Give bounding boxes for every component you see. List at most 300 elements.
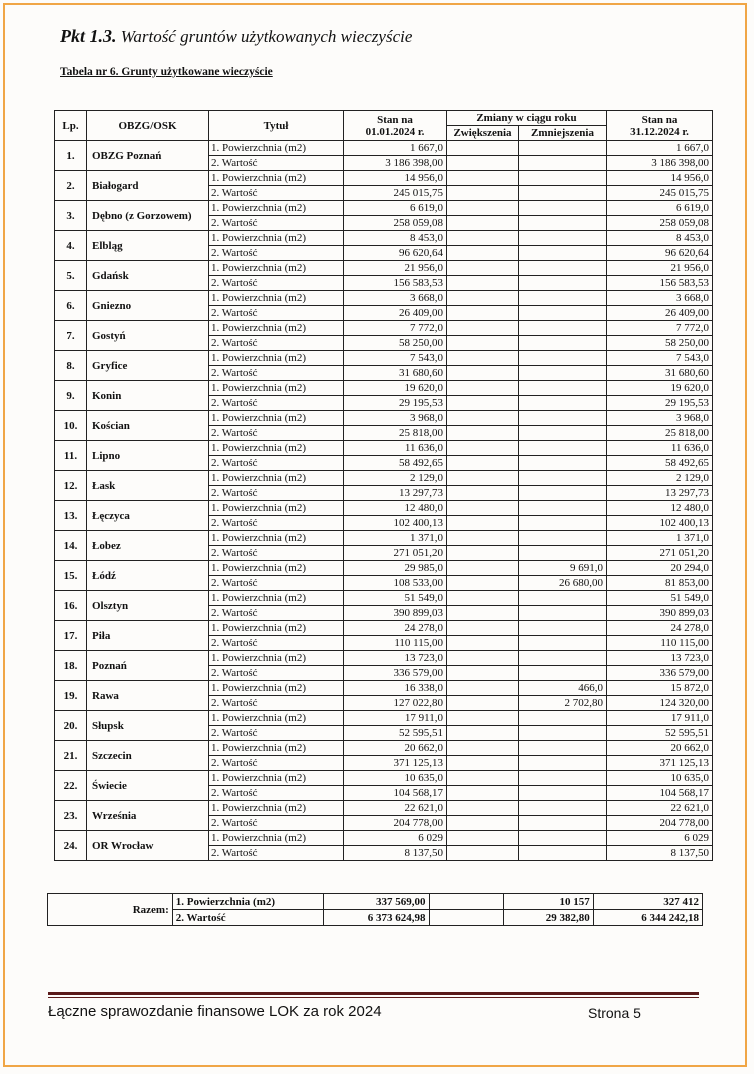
totals-value-decrease: 29 382,80 bbox=[504, 910, 593, 926]
row-title-area: 1. Powierzchnia (m2) bbox=[209, 621, 344, 636]
row-number: 2. bbox=[55, 171, 87, 201]
table-row bbox=[55, 321, 713, 336]
row-title-value: 2. Wartość bbox=[209, 396, 344, 411]
value-start: 25 818,00 bbox=[344, 426, 447, 441]
header-changes: Zmiany w ciągu roku bbox=[447, 111, 607, 126]
unit-name: Dębno (z Gorzowem) bbox=[87, 201, 209, 231]
table-row bbox=[55, 621, 713, 636]
row-title-value: 2. Wartość bbox=[209, 756, 344, 771]
area-end: 8 453,0 bbox=[607, 231, 713, 246]
value-start: 58 250,00 bbox=[344, 336, 447, 351]
row-title-value: 2. Wartość bbox=[209, 516, 344, 531]
value-end: 271 051,20 bbox=[607, 546, 713, 561]
row-title-value: 2. Wartość bbox=[209, 366, 344, 381]
row-title-value: 2. Wartość bbox=[209, 666, 344, 681]
value-end: 336 579,00 bbox=[607, 666, 713, 681]
table-caption: Tabela nr 6. Grunty użytkowane wieczyście bbox=[60, 66, 273, 78]
value-end: 156 583,53 bbox=[607, 276, 713, 291]
row-number: 5. bbox=[55, 261, 87, 291]
area-end: 1 371,0 bbox=[607, 531, 713, 546]
row-number: 20. bbox=[55, 711, 87, 741]
unit-name: Świecie bbox=[87, 771, 209, 801]
table-row bbox=[55, 711, 713, 726]
value-increase bbox=[447, 246, 519, 261]
header-title: Tytuł bbox=[209, 111, 344, 141]
row-title-area: 1. Powierzchnia (m2) bbox=[209, 231, 344, 246]
row-title-value: 2. Wartość bbox=[209, 546, 344, 561]
value-start: 110 115,00 bbox=[344, 636, 447, 651]
value-start: 258 059,08 bbox=[344, 216, 447, 231]
area-end: 7 543,0 bbox=[607, 351, 713, 366]
value-end: 245 015,75 bbox=[607, 186, 713, 201]
area-start: 16 338,0 bbox=[344, 681, 447, 696]
footer-rule-thin bbox=[48, 997, 699, 998]
area-decrease: 9 691,0 bbox=[519, 561, 607, 576]
header-start-line1: Stan na bbox=[377, 113, 413, 126]
page-number: Strona 5 bbox=[588, 1005, 641, 1021]
area-end: 6 619,0 bbox=[607, 201, 713, 216]
unit-name: Gryfice bbox=[87, 351, 209, 381]
header-start bbox=[344, 111, 447, 141]
footer-rule bbox=[48, 992, 699, 995]
row-title-area: 1. Powierzchnia (m2) bbox=[209, 711, 344, 726]
row-title-area: 1. Powierzchnia (m2) bbox=[209, 261, 344, 276]
value-increase bbox=[447, 186, 519, 201]
value-start: 3 186 398,00 bbox=[344, 156, 447, 171]
area-end: 11 636,0 bbox=[607, 441, 713, 456]
unit-name: Piła bbox=[87, 621, 209, 651]
unit-name: Białogard bbox=[87, 171, 209, 201]
area-decrease bbox=[519, 651, 607, 666]
area-increase bbox=[447, 231, 519, 246]
row-title-value: 2. Wartość bbox=[209, 426, 344, 441]
section-number: Pkt 1.3. bbox=[60, 26, 117, 46]
value-end: 31 680,60 bbox=[607, 366, 713, 381]
area-decrease bbox=[519, 291, 607, 306]
value-end: 110 115,00 bbox=[607, 636, 713, 651]
table-row bbox=[55, 141, 713, 156]
value-end: 13 297,73 bbox=[607, 486, 713, 501]
unit-name: Gostyń bbox=[87, 321, 209, 351]
row-title-value: 2. Wartość bbox=[209, 696, 344, 711]
area-start: 10 635,0 bbox=[344, 771, 447, 786]
row-title-area: 1. Powierzchnia (m2) bbox=[209, 321, 344, 336]
area-increase bbox=[447, 561, 519, 576]
value-start: 156 583,53 bbox=[344, 276, 447, 291]
unit-name: Łódź bbox=[87, 561, 209, 591]
area-decrease bbox=[519, 171, 607, 186]
table-row bbox=[55, 531, 713, 546]
row-title-value: 2. Wartość bbox=[209, 186, 344, 201]
value-start: 390 899,03 bbox=[344, 606, 447, 621]
section-heading bbox=[60, 26, 412, 47]
area-increase bbox=[447, 441, 519, 456]
unit-name: OR Wrocław bbox=[87, 831, 209, 861]
area-decrease bbox=[519, 591, 607, 606]
row-title-area: 1. Powierzchnia (m2) bbox=[209, 291, 344, 306]
area-start: 12 480,0 bbox=[344, 501, 447, 516]
row-title-value: 2. Wartość bbox=[209, 786, 344, 801]
row-number: 13. bbox=[55, 501, 87, 531]
totals-table bbox=[47, 893, 703, 926]
value-start: 52 595,51 bbox=[344, 726, 447, 741]
area-decrease bbox=[519, 201, 607, 216]
table-row bbox=[55, 291, 713, 306]
value-end: 58 492,65 bbox=[607, 456, 713, 471]
area-start: 6 029 bbox=[344, 831, 447, 846]
table-row bbox=[55, 561, 713, 576]
value-start: 204 778,00 bbox=[344, 816, 447, 831]
unit-name: Szczecin bbox=[87, 741, 209, 771]
area-start: 19 620,0 bbox=[344, 381, 447, 396]
value-increase bbox=[447, 816, 519, 831]
area-decrease bbox=[519, 711, 607, 726]
value-end: 29 195,53 bbox=[607, 396, 713, 411]
area-end: 15 872,0 bbox=[607, 681, 713, 696]
area-decrease bbox=[519, 741, 607, 756]
row-title-area: 1. Powierzchnia (m2) bbox=[209, 381, 344, 396]
area-start: 11 636,0 bbox=[344, 441, 447, 456]
unit-name: Gniezno bbox=[87, 291, 209, 321]
area-decrease bbox=[519, 411, 607, 426]
area-increase bbox=[447, 411, 519, 426]
value-end: 81 853,00 bbox=[607, 576, 713, 591]
totals-area-decrease: 10 157 bbox=[504, 894, 593, 910]
value-decrease bbox=[519, 606, 607, 621]
row-number: 4. bbox=[55, 231, 87, 261]
area-end: 3 668,0 bbox=[607, 291, 713, 306]
row-title-area: 1. Powierzchnia (m2) bbox=[209, 201, 344, 216]
value-end: 371 125,13 bbox=[607, 756, 713, 771]
value-start: 31 680,60 bbox=[344, 366, 447, 381]
row-number: 16. bbox=[55, 591, 87, 621]
area-increase bbox=[447, 711, 519, 726]
area-start: 24 278,0 bbox=[344, 621, 447, 636]
row-title-area: 1. Powierzchnia (m2) bbox=[209, 471, 344, 486]
value-start: 8 137,50 bbox=[344, 846, 447, 861]
totals-label: Razem: bbox=[48, 894, 173, 926]
value-increase bbox=[447, 276, 519, 291]
area-increase bbox=[447, 651, 519, 666]
value-increase bbox=[447, 666, 519, 681]
value-start: 371 125,13 bbox=[344, 756, 447, 771]
header-increase: Zwiększenia bbox=[447, 126, 519, 141]
table-row bbox=[55, 681, 713, 696]
row-number: 14. bbox=[55, 531, 87, 561]
value-start: 108 533,00 bbox=[344, 576, 447, 591]
area-increase bbox=[447, 831, 519, 846]
area-start: 3 968,0 bbox=[344, 411, 447, 426]
value-increase bbox=[447, 606, 519, 621]
area-decrease bbox=[519, 141, 607, 156]
table-row bbox=[55, 651, 713, 666]
table-row bbox=[55, 471, 713, 486]
row-number: 21. bbox=[55, 741, 87, 771]
row-title-value: 2. Wartość bbox=[209, 726, 344, 741]
value-decrease bbox=[519, 276, 607, 291]
area-start: 17 911,0 bbox=[344, 711, 447, 726]
table-row bbox=[55, 771, 713, 786]
value-end: 8 137,50 bbox=[607, 846, 713, 861]
value-start: 245 015,75 bbox=[344, 186, 447, 201]
unit-name: Lipno bbox=[87, 441, 209, 471]
area-end: 3 968,0 bbox=[607, 411, 713, 426]
area-increase bbox=[447, 531, 519, 546]
area-increase bbox=[447, 141, 519, 156]
row-title-area: 1. Powierzchnia (m2) bbox=[209, 441, 344, 456]
totals-value-start: 6 373 624,98 bbox=[323, 910, 429, 926]
row-title-value: 2. Wartość bbox=[209, 156, 344, 171]
value-end: 52 595,51 bbox=[607, 726, 713, 741]
unit-name: OBZG Poznań bbox=[87, 141, 209, 171]
area-end: 7 772,0 bbox=[607, 321, 713, 336]
header-end bbox=[607, 111, 713, 141]
row-number: 24. bbox=[55, 831, 87, 861]
row-title-value: 2. Wartość bbox=[209, 576, 344, 591]
totals-area-start: 337 569,00 bbox=[323, 894, 429, 910]
row-title-value: 2. Wartość bbox=[209, 486, 344, 501]
area-decrease bbox=[519, 471, 607, 486]
value-decrease bbox=[519, 816, 607, 831]
header-decrease: Zmniejszenia bbox=[519, 126, 607, 141]
totals-value-end: 6 344 242,18 bbox=[593, 910, 702, 926]
unit-name: Gdańsk bbox=[87, 261, 209, 291]
value-end: 258 059,08 bbox=[607, 216, 713, 231]
area-start: 7 772,0 bbox=[344, 321, 447, 336]
value-end: 3 186 398,00 bbox=[607, 156, 713, 171]
row-title-area: 1. Powierzchnia (m2) bbox=[209, 681, 344, 696]
row-title-value: 2. Wartość bbox=[209, 336, 344, 351]
area-decrease bbox=[519, 381, 607, 396]
row-title-area: 1. Powierzchnia (m2) bbox=[209, 801, 344, 816]
value-decrease bbox=[519, 786, 607, 801]
area-decrease bbox=[519, 801, 607, 816]
totals-value-title: 2. Wartość bbox=[172, 910, 323, 926]
value-decrease bbox=[519, 486, 607, 501]
area-end: 20 294,0 bbox=[607, 561, 713, 576]
value-end: 390 899,03 bbox=[607, 606, 713, 621]
value-decrease bbox=[519, 186, 607, 201]
area-end: 10 635,0 bbox=[607, 771, 713, 786]
value-start: 102 400,13 bbox=[344, 516, 447, 531]
row-number: 23. bbox=[55, 801, 87, 831]
header-end-line2: 31.12.2024 r. bbox=[630, 125, 689, 138]
row-number: 8. bbox=[55, 351, 87, 381]
header-unit: OBZG/OSK bbox=[87, 111, 209, 141]
area-decrease bbox=[519, 771, 607, 786]
area-decrease: 466,0 bbox=[519, 681, 607, 696]
area-decrease bbox=[519, 441, 607, 456]
value-increase bbox=[447, 726, 519, 741]
row-title-value: 2. Wartość bbox=[209, 846, 344, 861]
area-increase bbox=[447, 591, 519, 606]
row-title-value: 2. Wartość bbox=[209, 306, 344, 321]
value-start: 58 492,65 bbox=[344, 456, 447, 471]
value-start: 127 022,80 bbox=[344, 696, 447, 711]
area-start: 21 956,0 bbox=[344, 261, 447, 276]
row-number: 11. bbox=[55, 441, 87, 471]
value-decrease bbox=[519, 636, 607, 651]
row-title-value: 2. Wartość bbox=[209, 636, 344, 651]
unit-name: Elbląg bbox=[87, 231, 209, 261]
table-row bbox=[55, 411, 713, 426]
value-start: 26 409,00 bbox=[344, 306, 447, 321]
value-increase bbox=[447, 336, 519, 351]
row-number: 3. bbox=[55, 201, 87, 231]
row-title-value: 2. Wartość bbox=[209, 816, 344, 831]
area-increase bbox=[447, 471, 519, 486]
area-decrease bbox=[519, 831, 607, 846]
area-increase bbox=[447, 201, 519, 216]
value-increase bbox=[447, 516, 519, 531]
row-number: 1. bbox=[55, 141, 87, 171]
unit-name: Olsztyn bbox=[87, 591, 209, 621]
value-increase bbox=[447, 486, 519, 501]
row-title-area: 1. Powierzchnia (m2) bbox=[209, 171, 344, 186]
area-start: 1 667,0 bbox=[344, 141, 447, 156]
row-number: 22. bbox=[55, 771, 87, 801]
unit-name: Poznań bbox=[87, 651, 209, 681]
value-start: 104 568,17 bbox=[344, 786, 447, 801]
area-end: 12 480,0 bbox=[607, 501, 713, 516]
area-end: 6 029 bbox=[607, 831, 713, 846]
row-title-area: 1. Powierzchnia (m2) bbox=[209, 591, 344, 606]
row-title-value: 2. Wartość bbox=[209, 606, 344, 621]
value-decrease bbox=[519, 336, 607, 351]
table-row bbox=[55, 351, 713, 366]
area-end: 22 621,0 bbox=[607, 801, 713, 816]
table-row bbox=[55, 501, 713, 516]
value-increase bbox=[447, 846, 519, 861]
area-end: 14 956,0 bbox=[607, 171, 713, 186]
row-title-value: 2. Wartość bbox=[209, 276, 344, 291]
value-decrease bbox=[519, 756, 607, 771]
unit-name: Konin bbox=[87, 381, 209, 411]
totals-area-title: 1. Powierzchnia (m2) bbox=[172, 894, 323, 910]
area-start: 14 956,0 bbox=[344, 171, 447, 186]
row-number: 18. bbox=[55, 651, 87, 681]
totals-value-increase bbox=[429, 910, 504, 926]
value-end: 104 568,17 bbox=[607, 786, 713, 801]
value-increase bbox=[447, 156, 519, 171]
area-increase bbox=[447, 171, 519, 186]
area-increase bbox=[447, 501, 519, 516]
value-decrease bbox=[519, 216, 607, 231]
area-decrease bbox=[519, 261, 607, 276]
row-number: 6. bbox=[55, 291, 87, 321]
value-end: 96 620,64 bbox=[607, 246, 713, 261]
header-lp: Lp. bbox=[55, 111, 87, 141]
area-increase bbox=[447, 801, 519, 816]
row-title-area: 1. Powierzchnia (m2) bbox=[209, 651, 344, 666]
area-increase bbox=[447, 621, 519, 636]
area-start: 13 723,0 bbox=[344, 651, 447, 666]
value-start: 29 195,53 bbox=[344, 396, 447, 411]
row-number: 15. bbox=[55, 561, 87, 591]
table-row bbox=[55, 741, 713, 756]
row-title-area: 1. Powierzchnia (m2) bbox=[209, 741, 344, 756]
area-end: 51 549,0 bbox=[607, 591, 713, 606]
value-decrease bbox=[519, 426, 607, 441]
value-end: 102 400,13 bbox=[607, 516, 713, 531]
value-increase bbox=[447, 636, 519, 651]
value-start: 271 051,20 bbox=[344, 546, 447, 561]
row-title-area: 1. Powierzchnia (m2) bbox=[209, 501, 344, 516]
value-decrease bbox=[519, 306, 607, 321]
table-row bbox=[55, 801, 713, 816]
value-decrease bbox=[519, 666, 607, 681]
value-increase bbox=[447, 396, 519, 411]
value-start: 96 620,64 bbox=[344, 246, 447, 261]
area-end: 2 129,0 bbox=[607, 471, 713, 486]
area-increase bbox=[447, 741, 519, 756]
row-title-value: 2. Wartość bbox=[209, 456, 344, 471]
table-body bbox=[55, 141, 713, 861]
unit-name: Łask bbox=[87, 471, 209, 501]
value-increase bbox=[447, 216, 519, 231]
value-decrease bbox=[519, 246, 607, 261]
area-increase bbox=[447, 261, 519, 276]
area-increase bbox=[447, 321, 519, 336]
area-end: 1 667,0 bbox=[607, 141, 713, 156]
value-decrease: 2 702,80 bbox=[519, 696, 607, 711]
area-start: 2 129,0 bbox=[344, 471, 447, 486]
header-start-line2: 01.01.2024 r. bbox=[365, 125, 425, 138]
value-increase bbox=[447, 366, 519, 381]
value-end: 124 320,00 bbox=[607, 696, 713, 711]
table-row bbox=[55, 201, 713, 216]
area-start: 20 662,0 bbox=[344, 741, 447, 756]
value-end: 58 250,00 bbox=[607, 336, 713, 351]
row-title-value: 2. Wartość bbox=[209, 216, 344, 231]
area-end: 19 620,0 bbox=[607, 381, 713, 396]
table-row bbox=[55, 231, 713, 246]
value-decrease bbox=[519, 546, 607, 561]
value-increase bbox=[447, 306, 519, 321]
row-title-area: 1. Powierzchnia (m2) bbox=[209, 561, 344, 576]
value-increase bbox=[447, 426, 519, 441]
area-end: 20 662,0 bbox=[607, 741, 713, 756]
row-title-value: 2. Wartość bbox=[209, 246, 344, 261]
area-increase bbox=[447, 351, 519, 366]
value-increase bbox=[447, 696, 519, 711]
section-title: Wartość gruntów użytkowanych wieczyście bbox=[116, 27, 413, 46]
unit-name: Łobez bbox=[87, 531, 209, 561]
row-title-area: 1. Powierzchnia (m2) bbox=[209, 531, 344, 546]
area-decrease bbox=[519, 231, 607, 246]
row-title-area: 1. Powierzchnia (m2) bbox=[209, 411, 344, 426]
area-start: 3 668,0 bbox=[344, 291, 447, 306]
area-end: 13 723,0 bbox=[607, 651, 713, 666]
unit-name: Września bbox=[87, 801, 209, 831]
area-decrease bbox=[519, 501, 607, 516]
area-end: 21 956,0 bbox=[607, 261, 713, 276]
value-decrease bbox=[519, 156, 607, 171]
value-increase bbox=[447, 546, 519, 561]
row-title-area: 1. Powierzchnia (m2) bbox=[209, 771, 344, 786]
value-increase bbox=[447, 576, 519, 591]
value-decrease bbox=[519, 396, 607, 411]
totals-area-end: 327 412 bbox=[593, 894, 702, 910]
unit-name: Kościan bbox=[87, 411, 209, 441]
area-start: 1 371,0 bbox=[344, 531, 447, 546]
value-decrease bbox=[519, 366, 607, 381]
value-increase bbox=[447, 756, 519, 771]
area-end: 17 911,0 bbox=[607, 711, 713, 726]
row-number: 10. bbox=[55, 411, 87, 441]
value-decrease bbox=[519, 726, 607, 741]
row-number: 17. bbox=[55, 621, 87, 651]
